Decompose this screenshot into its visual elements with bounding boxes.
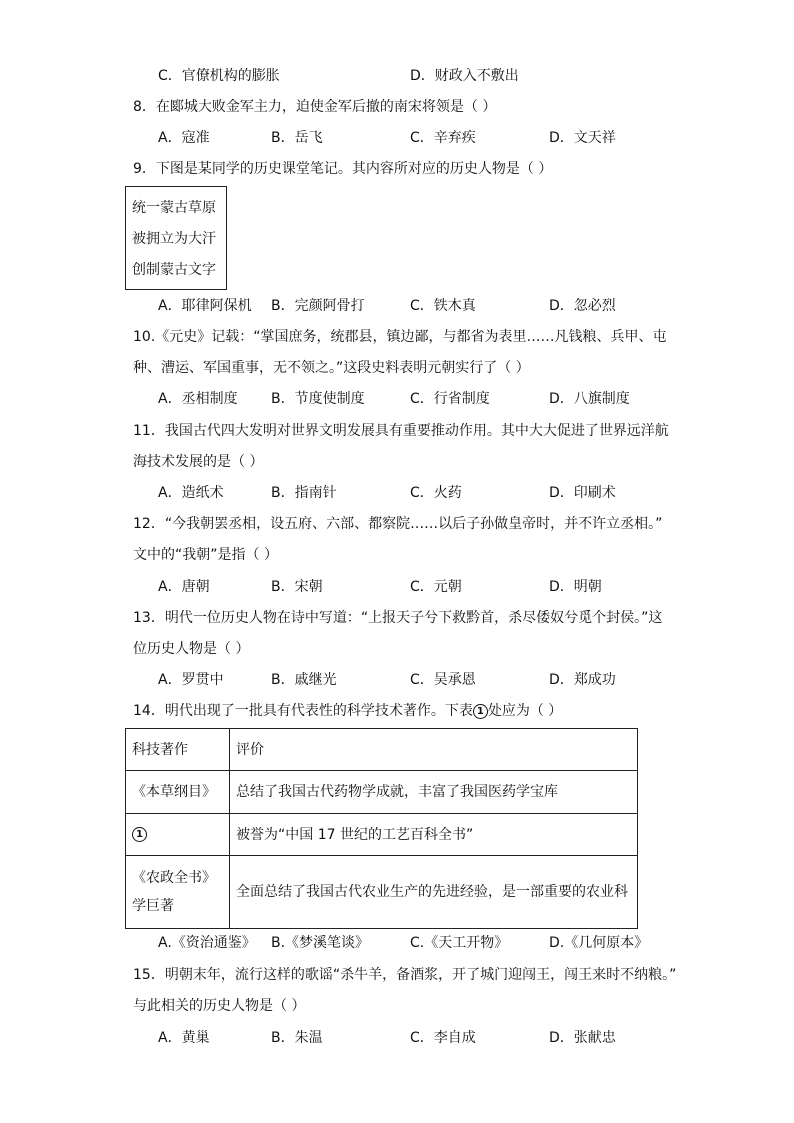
q15-stem-line2: 与此相关的历史人物是（ ）: [133, 998, 306, 1014]
q7-option-d: D．财政入不敷出: [410, 68, 519, 84]
q15-option-d: D．张献忠: [549, 1030, 616, 1046]
q8-option-b: B．岳飞: [271, 130, 323, 146]
table-row: [126, 814, 638, 856]
q14-option-c: C.《天工开物》: [410, 935, 509, 951]
work-title-overflow: 学巨著: [132, 898, 174, 914]
q14-stem: [133, 701, 562, 721]
q13-stem-line2: 位历史人物是（ ）: [133, 641, 250, 657]
q11-option-d: D．印刷术: [549, 485, 616, 501]
circled-one-icon: 1: [132, 827, 147, 842]
q11-option-b: B．指南针: [271, 485, 337, 501]
class-note-box: [125, 186, 227, 290]
q15-option-b: B．朱温: [271, 1030, 323, 1046]
eval-cell: 总结了我国古代药物学成就，丰富了我国医药学宝库: [230, 771, 638, 814]
q12-stem-line2: 文中的“我朝”是指（ ）: [133, 547, 278, 563]
q7-option-c: C．官僚机构的膨胀: [158, 68, 280, 84]
note-line: 创制蒙古文字: [132, 262, 216, 278]
header-cell: 评价: [230, 729, 638, 771]
q11-stem-line1: 11．我国古代四大发明对世界文明发展具有重要推动作用。其中大大促进了世界远洋航: [133, 423, 669, 439]
work-title: 《农政全书》: [132, 870, 216, 886]
q13-option-c: C．吴承恩: [410, 672, 476, 688]
q9-stem: 9．下图是某同学的历史课堂笔记。其内容所对应的历史人物是（ ）: [133, 161, 553, 177]
q11-stem-line2: 海技术发展的是（ ）: [133, 454, 264, 470]
q10-stem-line1: 10.《元史》记载：“掌国庶务，统郡县，镇边鄙，与都省为表里……凡钱粮、兵甲、屯: [133, 329, 667, 345]
eval-cell: 被誉为“中国 17 世纪的工艺百科全书”: [230, 814, 638, 856]
q10-option-d: D．八旗制度: [549, 391, 630, 407]
tech-works-table: [125, 728, 638, 929]
q14-option-b: B.《梦溪笔谈》: [271, 935, 370, 951]
q12-option-b: B．宋朝: [271, 579, 323, 595]
eval-cell: 全面总结了我国古代农业生产的先进经验，是一部重要的农业科: [230, 856, 638, 929]
note-line: 被拥立为大汗: [132, 231, 216, 247]
q8-option-d: D．文天祥: [549, 130, 616, 146]
circled-one-icon: 1: [473, 704, 488, 719]
q15-option-c: C．李自成: [410, 1030, 476, 1046]
q14-stem-pre: 14．明代出现了一批具有代表性的科学技术著作。下表: [133, 703, 473, 719]
q14-option-a: A.《资治通鉴》: [158, 935, 256, 951]
work-cell: [126, 814, 230, 856]
q10-option-c: C．行省制度: [410, 391, 490, 407]
q9-option-c: C．铁木真: [410, 298, 476, 314]
q9-option-a: A．耶律阿保机: [158, 298, 252, 314]
q14-option-d: D.《几何原本》: [549, 935, 649, 951]
q8-stem: 8．在郾城大败金军主力，迫使金军后撤的南宋将领是（ ）: [133, 99, 497, 115]
q12-option-c: C．元朝: [410, 579, 462, 595]
q13-stem-line1: 13．明代一位历史人物在诗中写道：“上报天子兮下救黔首，杀尽倭奴兮觅个封侯。”这: [133, 610, 663, 626]
table-row: [126, 856, 638, 929]
q11-option-a: A．造纸术: [158, 485, 224, 501]
q13-option-d: D．郑成功: [549, 672, 616, 688]
q10-option-a: A．丞相制度: [158, 391, 238, 407]
table-row: [126, 771, 638, 814]
q12-stem-line1: 12．“今我朝罢丞相，设五府、六部、都察院……以后子孙做皇帝时，并不许立丞相。”: [133, 516, 663, 532]
q15-stem-line1: 15．明朝末年，流行这样的歌谣“杀牛羊，备酒浆，开了城门迎闯王，闯王来时不纳粮。”: [133, 967, 677, 983]
q9-option-d: D．忽必烈: [549, 298, 616, 314]
q8-option-a: A．寇准: [158, 130, 210, 146]
q12-option-d: D．明朝: [549, 579, 602, 595]
q11-option-c: C．火药: [410, 485, 462, 501]
q10-option-b: B．节度使制度: [271, 391, 365, 407]
q9-option-b: B．完颜阿骨打: [271, 298, 365, 314]
q12-option-a: A．唐朝: [158, 579, 210, 595]
note-line: 统一蒙古草原: [132, 200, 216, 216]
q13-option-b: B．戚继光: [271, 672, 337, 688]
q13-option-a: A．罗贯中: [158, 672, 224, 688]
work-cell: 《本草纲目》: [126, 771, 230, 814]
work-cell: [126, 856, 230, 929]
header-cell: 科技著作: [126, 729, 230, 771]
table-header-row: [126, 729, 638, 771]
q15-option-a: A．黄巢: [158, 1030, 210, 1046]
q14-stem-post: 处应为（ ）: [487, 703, 563, 719]
q8-option-c: C．辛弃疾: [410, 130, 476, 146]
q10-stem-line2: 种、漕运、军国重事，无不领之。”这段史料表明元朝实行了（ ）: [133, 360, 530, 376]
